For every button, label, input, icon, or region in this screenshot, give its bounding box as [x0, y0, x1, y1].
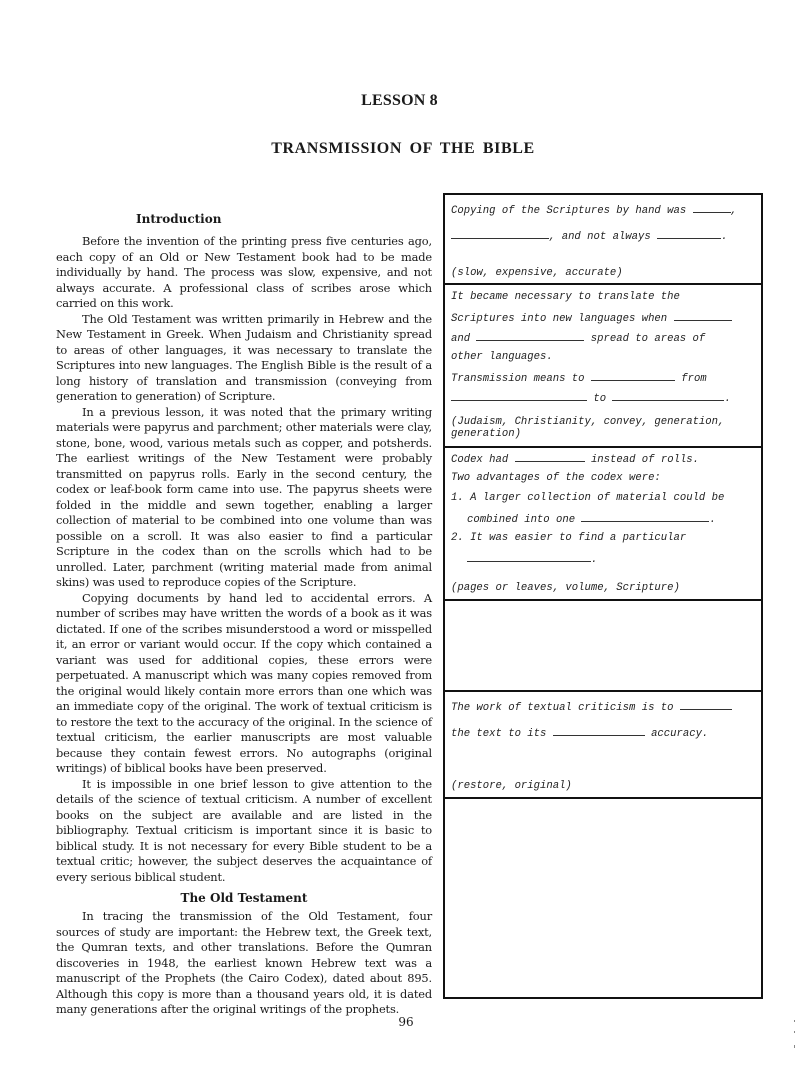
workbook-frame-2	[445, 285, 761, 448]
frame-line: Copying of the Scriptures by hand was ,	[451, 205, 737, 217]
frame-line: Scriptures into new languages when	[451, 311, 732, 325]
paragraph: In a previous lesson, it was noted that the primary writing materials were papyrus and parchment; other materials were clay, stone, bone, wood, various metals such as copper, and potsherds. The earliest writings of the New Testament were probably transmitted on papyrus rolls. Early in the second century, the codex or leaf-book form came into use. The papyrus sheets were folded in the middle and sewn together, enabling a larger collection of material to be combined into one volume than was possible on a scroll. It was also easier to find a particular Scripture in the codex than on the scrolls which had to be unrolled. Later, parchment (writing material made from animal skins) was used to reproduce copies of the Scripture.	[56, 404, 432, 589]
paragraph: It is impossible in one brief lesson to give attention to the details of the science of textual criticism. A number of excellent books on the subject are available and are listed in the bibliography. Textual criticism is important since it is basic to biblical study. It is not necessary for every Bible student to be a textual critic; however, the subject deserves the acquaintance of every serious biblical student.	[56, 776, 432, 884]
fill-in-blank[interactable]	[612, 391, 724, 401]
paragraph: In tracing the transmission of the Old Testament, four sources of study are important: the Hebrew text, the Greek text, the Qumran texts, and other translations. Before the Qumran discoveries in 1948, the earliest known Hebrew text was a manuscript of the Prophets (the Cairo Codex), dated about 895. Although this copy is more than a thousand years old, it is dated many generations after the original writings of the prophets.	[56, 909, 432, 1016]
fill-in-blank[interactable]	[515, 452, 585, 462]
lesson-title: TRANSMISSION OF THE BIBLE	[271, 140, 535, 157]
frame-line: combined into one .	[467, 514, 716, 526]
fill-in-blank[interactable]	[451, 391, 587, 401]
scan-artifact	[794, 1031, 795, 1033]
fill-in-blank[interactable]	[581, 512, 709, 522]
frame-line: and spread to areas of	[451, 333, 706, 345]
workbook-frame-1	[445, 195, 761, 285]
frame-line: The work of textual criticism is to	[451, 700, 732, 714]
section-heading-old-testament: The Old Testament	[180, 891, 308, 905]
answer-key: (slow, expensive, accurate)	[451, 267, 623, 279]
frame-line: the text to its accuracy.	[451, 728, 709, 740]
paragraph: Before the invention of the printing press five centuries ago, each copy of an Old or New Testament book had to be made individually by hand. The process was slow, expensive, and not always accurate. A professional class of scribes arose which carried on this work.	[56, 234, 432, 310]
answer-key: (pages or leaves, volume, Scripture)	[451, 582, 680, 594]
fill-in-blank[interactable]	[693, 203, 731, 213]
page-number: 96	[398, 1015, 414, 1029]
fill-in-blank[interactable]	[591, 371, 675, 381]
answer-key: generation)	[451, 428, 521, 440]
workbook-frame-4-empty	[445, 601, 761, 692]
paragraph: The Old Testament was written primarily in Hebrew and the New Testament in Greek. When Judaism and Christianity spread to areas of other languages, it was necessary to translate the Scriptures into new languages. The English Bible is the result of a long history of translation and transmission (conveying from generation to generation) of Scripture.	[56, 311, 432, 403]
workbook-frame-6-empty	[445, 799, 761, 997]
scan-artifact	[794, 1020, 795, 1022]
paragraph: Copying documents by hand led to accidental errors. A number of scribes may have written the words of a book as it was dictated. If one of the scribes misunderstood a word or misspelled it, an error or variant would occur. If the copy which contained a variant was used for additional copies, these errors were perpetuated. A manuscript which was many copies removed from the original would likely contain more errors than one which was an immediate copy of the original. The work of textual criticism is to restore the text to the accuracy of the original. In the science of textual criticism, the earlier manuscripts are most valuable because they contain fewest errors. No autographs (original writings) of biblical books have been preserved.	[56, 590, 432, 775]
frame-line: , and not always .	[451, 229, 727, 243]
body-text-column	[56, 211, 432, 1018]
frame-line: Transmission means to from	[451, 373, 707, 385]
workbook-frame-5	[445, 692, 761, 799]
fill-in-blank[interactable]	[451, 229, 549, 239]
lesson-number: LESSON 8	[361, 92, 438, 109]
frame-line: Codex had instead of rolls.	[451, 454, 700, 466]
fill-in-blank[interactable]	[553, 726, 645, 736]
fill-in-blank[interactable]	[476, 331, 584, 341]
frame-line: Two advantages of the codex were:	[451, 472, 661, 484]
frame-line: other languages.	[451, 351, 553, 363]
section-heading-introduction: Introduction	[136, 212, 222, 226]
frame-line: 2. It was easier to find a particular	[451, 532, 687, 544]
fill-in-blank[interactable]	[657, 229, 721, 239]
fill-in-blank[interactable]	[674, 311, 732, 321]
answer-key: (restore, original)	[451, 780, 572, 792]
frame-line: It became necessary to translate the	[451, 291, 680, 303]
programmed-workbook-box	[443, 193, 763, 999]
workbook-frame-3	[445, 448, 761, 601]
frame-line: to .	[451, 391, 731, 405]
frame-line: 1. A larger collection of material could be	[451, 492, 725, 504]
fill-in-blank[interactable]	[680, 700, 732, 710]
scan-artifact	[794, 1045, 795, 1048]
answer-key: (Judaism, Christianity, convey, generation,	[451, 416, 725, 428]
fill-in-blank[interactable]	[467, 552, 591, 562]
frame-line: .	[467, 552, 597, 566]
